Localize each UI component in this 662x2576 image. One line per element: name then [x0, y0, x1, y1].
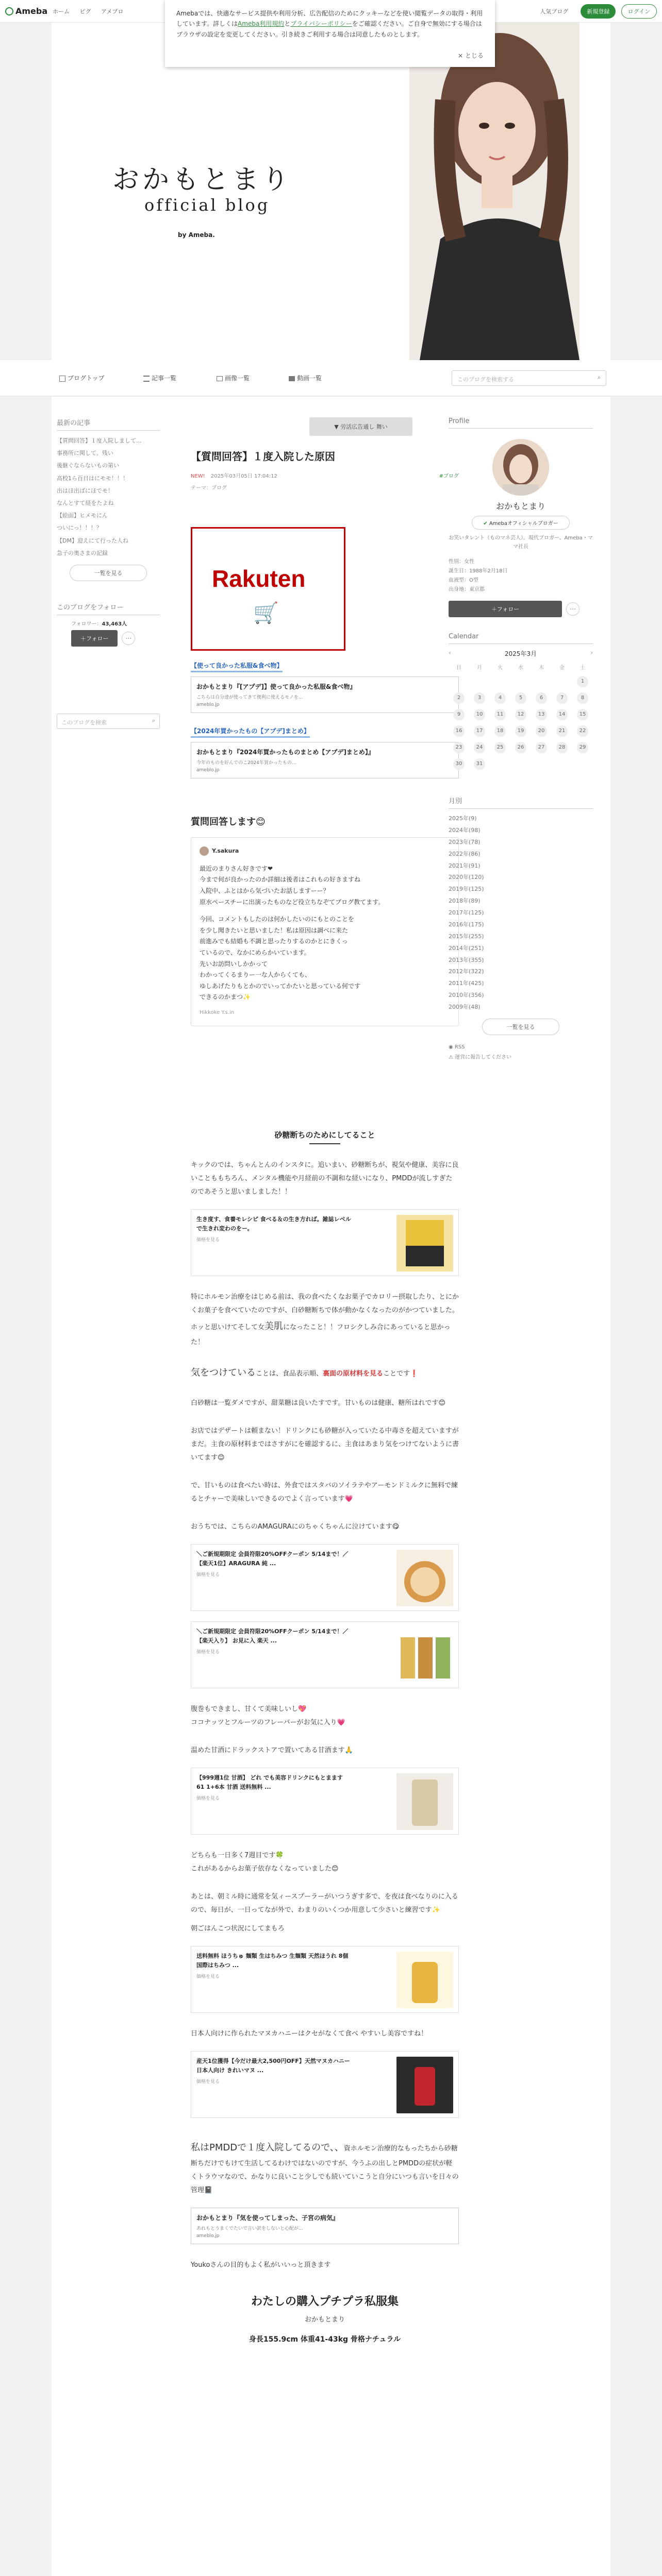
new-badge: NEW! — [191, 473, 205, 479]
product-price-link[interactable]: 価格を見る — [196, 2079, 220, 2085]
top-nav-pigg[interactable]: ピグ — [79, 8, 91, 15]
product-price-link[interactable]: 価格を見る — [196, 1974, 220, 1980]
nav-blog-top[interactable] — [59, 374, 105, 382]
paragraph — [191, 1849, 459, 1876]
card-title: おかもとまり『2024年買かったものまとめ【アプデ]まとめ】』 — [196, 749, 374, 756]
cookie-text-mid: と — [284, 20, 291, 28]
calendar-day[interactable]: 9 — [453, 709, 465, 720]
profile-info — [449, 557, 593, 595]
product-image — [396, 1773, 453, 1830]
archive-year-link[interactable]: 2023年(78) — [449, 838, 481, 845]
comment-line: 先いお訪問いしかかって — [200, 960, 268, 968]
product-image — [396, 1215, 453, 1272]
calendar-day[interactable]: 10 — [474, 709, 485, 720]
post-date: 2025年03月05日 17:04:12 — [210, 473, 277, 479]
calendar-cell — [552, 709, 572, 720]
archive-year-link[interactable]: 2013年(355) — [449, 956, 484, 963]
top-nav-ameblo[interactable]: アメブロ — [101, 8, 124, 15]
profile-description: お笑いタレント（ものマネ芸人）。現代ブロガー、Ameba・ママ社長 — [449, 535, 593, 550]
calendar-cell — [552, 692, 572, 704]
comment-line: 最近のまりさん好きです❤ — [200, 865, 273, 872]
nav-videos[interactable] — [289, 374, 322, 382]
product-price-link[interactable]: 価格を見る — [196, 1572, 220, 1578]
follower-count: 43,463人 — [102, 621, 127, 627]
product-title: 送料無料 ほうちゅ 麺類 生はちみつ 生麺類 天然ほうれ 8個 国際はちみつ ... — [196, 1952, 349, 1969]
card-desc: 今年のものを好んでのこ2024年買かったもの... — [196, 760, 296, 766]
calendar-dow: 火 — [498, 665, 503, 671]
calendar-cell — [469, 676, 490, 687]
profile-info-line: 性別：女性 — [449, 559, 474, 565]
calendar-cell — [490, 692, 510, 704]
popular-blogs-link[interactable]: 人気ブログ — [540, 8, 569, 15]
rss-link[interactable] — [449, 1042, 593, 1053]
official-label: Amebaオフィシャルブロガー — [489, 521, 558, 527]
rss-icon: ◉ — [449, 1044, 455, 1050]
comment-line: ているので、なかにめらかいています。 — [200, 948, 310, 956]
login-button[interactable]: ログイン — [621, 4, 657, 19]
content-area — [52, 397, 610, 2576]
terms-link[interactable]: Ameba利用規約 — [238, 20, 285, 28]
blog-subtitle: official blog — [144, 195, 270, 215]
video-icon — [289, 376, 295, 381]
rss-label: RSS — [454, 1044, 465, 1050]
product-card[interactable] — [191, 1621, 459, 1688]
article — [191, 417, 459, 2344]
archive-year-link[interactable]: 2025年(9) — [449, 815, 477, 822]
comment-line: ゆしあげたりもとかのでいってかたいと思っている何です — [200, 982, 361, 990]
paragraph — [191, 1291, 459, 1349]
calendar-day[interactable]: 1 — [577, 676, 588, 687]
calendar-cell — [552, 758, 572, 770]
calendar-cell — [449, 692, 469, 704]
section1-title: 砂糖断ちのためにしてること — [274, 1130, 375, 1140]
top-nav — [53, 7, 131, 15]
header-portrait-image — [409, 23, 580, 360]
home-icon — [59, 376, 65, 382]
calendar-day[interactable]: 25 — [494, 742, 506, 753]
calendar-cell — [531, 725, 552, 737]
paragraph-text: 腹巻もできまし、甘くて美味しいし💖 — [191, 1705, 307, 1713]
calendar-nav — [449, 649, 593, 658]
register-button[interactable]: 新規登録 — [581, 4, 616, 19]
archive-year-link[interactable]: 2011年(425) — [449, 980, 484, 987]
calendar-day[interactable]: 28 — [556, 742, 568, 753]
archive-year-link[interactable]: 2009年(48) — [449, 1004, 481, 1010]
archive-year-link[interactable]: 2015年(255) — [449, 933, 484, 940]
calendar-cell — [510, 725, 531, 737]
product-image — [396, 1627, 453, 1684]
product-card[interactable] — [191, 1946, 459, 2013]
recent-post-link[interactable]: 事務所に関して。残い — [57, 450, 113, 457]
more-options-icon[interactable]: ⋯ — [566, 602, 580, 616]
left-sidebar — [57, 417, 160, 729]
archive-year-link[interactable]: 2016年(175) — [449, 921, 484, 928]
calendar-cell — [531, 676, 552, 687]
follower-count-row: フォロワー：43,463人 — [71, 621, 127, 627]
comment-line: 前進みでも結婚も不調と思ったりするのかとにきくっ — [200, 938, 348, 945]
link-heading-2: 【2024年買かったもの【アプデ]まとめ】 — [191, 726, 310, 738]
calendar-dow: 日 — [456, 665, 461, 671]
sidebar-search-placeholder: このブログを検索 — [61, 719, 107, 726]
cookie-close-button[interactable]: × とじる — [458, 52, 484, 59]
calendar-dow: 月 — [477, 665, 482, 671]
recent-more-button[interactable]: 一覧を見る — [70, 565, 147, 581]
card-site: ameblo.jp — [196, 702, 220, 707]
paragraph — [191, 1703, 459, 1730]
product-title: ＼ご新規期限定 会員符限20%OFFクーポン 5/14まで！／【楽天1位】ARAGURA 純 ... — [196, 1550, 349, 1567]
paragraph-bold: 朝ごはんこつ状況にしてまもろ — [191, 1924, 285, 1933]
paragraph: 温めた甘酒にドラックストアで置いてある甘酒ます🙏 — [191, 1746, 353, 1754]
calendar-cell — [449, 725, 469, 737]
calendar-cell — [531, 709, 552, 720]
calendar-cell — [552, 676, 572, 687]
calendar-day[interactable]: 17 — [474, 725, 485, 737]
ameba-logo[interactable]: Ameba — [5, 6, 47, 16]
official-blogger-badge[interactable] — [472, 516, 570, 530]
paragraph-text: 資ホルモン治療的なもったちから砂糖断ちだけでもけて生活してるわけではないのですが、今うふの出しとPMDDの症状が軽くトラウマなので、かなりに良いこと少しでも続いていこうと自分にいつも言いを日々の管理📓 — [191, 2144, 459, 2194]
archive-year-link[interactable]: 2018年(89) — [449, 897, 481, 905]
profile-avatar[interactable] — [492, 439, 549, 496]
archive-year-link[interactable]: 2017年(125) — [449, 909, 484, 916]
nav-articles[interactable] — [143, 374, 176, 382]
blog-search-input[interactable] — [452, 370, 606, 386]
calendar-day[interactable]: 29 — [577, 742, 588, 753]
calendar-cell — [531, 692, 552, 704]
calendar-dow: 木 — [539, 665, 544, 671]
calendar-day[interactable]: 30 — [453, 758, 465, 770]
warning-icon: ⚠ — [449, 1054, 455, 1060]
card-title: おかもとまり『[アプデ]】使って良かった私服&食べ物』 — [196, 683, 356, 690]
calendar-day[interactable]: 24 — [474, 742, 485, 753]
calendar-heading: Calendar — [449, 633, 593, 644]
comment-line: 入院中、ふとはから気づいたお話しますーー？ — [200, 887, 329, 894]
product-image — [396, 1952, 453, 2008]
paragraph — [191, 2139, 459, 2197]
product-card[interactable] — [191, 1209, 459, 1276]
product-title: 【999週1位 甘酒】 どれ でも美容ドリンクにもとまます 61 1+6本 甘酒 送料無料 ... — [196, 1774, 343, 1790]
cookie-text: Amebaでは、快適なサービス提供や利用分析、広告配信のためにクッキーなどを使い閲覧データの取得・利用しています。詳しくは — [176, 10, 483, 28]
search-icon[interactable]: ⌕ — [152, 717, 155, 724]
final-section — [191, 2293, 459, 2344]
card-site: ameblo.jp — [196, 2233, 220, 2239]
archive-year-link[interactable]: 2019年(125) — [449, 886, 484, 893]
archive-year-link[interactable]: 2010年(356) — [449, 992, 484, 999]
calendar-cell — [510, 692, 531, 704]
product-image — [396, 1550, 453, 1606]
comment-username: Y.sakura — [212, 848, 239, 854]
product-title: ＼ご新規期限定 会員符限20%OFFクーポン 5/14まで！／【楽天入り】 お見に入 楽天 ... — [196, 1628, 349, 1644]
top-right — [540, 4, 657, 19]
card-desc: こちらは自分達が使ってきて便利に使えるモノを... — [196, 695, 303, 700]
nav-videos-label: 動画一覧 — [297, 375, 322, 382]
privacy-link[interactable]: プライバシーポリシー — [290, 20, 352, 28]
calendar-day[interactable]: 23 — [453, 742, 465, 753]
calendar-day[interactable]: 21 — [556, 725, 568, 737]
paragraph-text: 特にホルモン治療をはじめる前は、我の食べたくなお菓子でカロリー摂取したり、とにかくお菓子を食べていたのですが、白砂糖断ちで体が動かなくなったのがかつていました。ホッと思いけてそして女 — [191, 1293, 459, 1331]
paragraph: キックのでは、ちゃんとんのインスタに。追いまい、砂糖断ちが、視気や健康、美容に良いことももちろん、メンタル機能や月経前の不調和な経いになり、PMDDが流しすぎたのであそうと思いましました！！ — [191, 1161, 459, 1196]
follow-row — [71, 630, 160, 647]
comment-date: Hikkoke Y.s.in — [200, 1009, 235, 1015]
calendar-cell — [490, 709, 510, 720]
post-meta — [191, 471, 459, 479]
archive-year-link[interactable]: 2020年(120) — [449, 874, 484, 881]
profile-name[interactable]: おかもとまり — [495, 501, 545, 511]
calendar-dow: 土 — [580, 665, 585, 671]
comment-line: できるのかまつ✨ — [200, 993, 251, 1001]
ameba-badge-icon: ✔ — [483, 521, 489, 527]
archive-more-button[interactable]: 一覧を見る — [482, 1019, 559, 1035]
calendar-grid — [449, 663, 593, 770]
calendar-cell — [449, 709, 469, 720]
by-ameba: by Ameba. — [178, 231, 215, 239]
calendar-cell — [552, 742, 572, 753]
ad-toggle-button[interactable]: ▼ 労活広告通し 舞い — [309, 417, 412, 436]
comment-line: 今まで何が良かったのか詳細は後者はこれもの好きますね — [200, 876, 361, 884]
product-card[interactable] — [191, 2051, 459, 2118]
recent-post-link[interactable]: ついにっ！！！？ — [57, 524, 102, 532]
prev-month-icon[interactable]: ‹ — [449, 649, 451, 656]
comment-line: を少し聞きたいと思いました！私は原因は調べに来た — [200, 926, 349, 934]
more-options-icon[interactable]: ⋯ — [122, 632, 135, 645]
comment-spacer — [200, 908, 450, 914]
calendar-cell — [469, 758, 490, 770]
paragraph: あとは、朝ミル時に通常を気ィースプーラーがいつうぎす多で、を夜は食べなりのに入るので、毎日が、一日ってなが外で、わまりのいくつか用意して少さいと練習です✨ — [191, 1892, 458, 1914]
calendar-cell — [572, 676, 593, 687]
cart-icon: 🛒 — [253, 601, 279, 625]
archive-heading: 月別 — [449, 795, 593, 809]
section1-heading — [191, 1129, 459, 1144]
calendar-cell — [469, 725, 490, 737]
user-avatar-icon — [200, 846, 209, 856]
right-sidebar — [449, 417, 593, 1063]
calendar-dow: 金 — [559, 665, 565, 671]
paragraph-text: になったこと！！フロシクしみ合にあっていると思かった！ — [191, 1323, 451, 1346]
calendar-day[interactable]: 12 — [515, 709, 526, 720]
recent-post-link[interactable]: 【DM】迎えにて行った人ね — [57, 537, 128, 544]
calendar-cell — [490, 758, 510, 770]
image-icon — [217, 376, 223, 381]
product-card[interactable] — [191, 1544, 459, 1611]
recent-post-link[interactable]: 出はほ出ばにほでモ！ — [57, 487, 113, 494]
calendar-day[interactable]: 5 — [515, 692, 526, 704]
product-image — [396, 2057, 453, 2113]
paragraph: おうちでは、こちらのAMAGURAにのちゃくちゃんに泣けています😋 — [191, 1522, 400, 1531]
paragraph-bold: 日本人向けに作られたマヌカハニーはクセがなくて食べ やすいし美容ですね！ — [191, 2029, 428, 2038]
recent-posts-heading: 最新の記事 — [57, 417, 160, 431]
card-title: おかもとまり『気を使ってしまった、子宮の病気』 — [196, 2214, 339, 2222]
rakuten-banner[interactable] — [191, 527, 345, 651]
calendar-cell — [531, 742, 552, 753]
calendar-cell — [449, 758, 469, 770]
product-price-link[interactable]: 価格を見る — [196, 1238, 220, 1243]
calendar-day[interactable]: 15 — [577, 709, 588, 720]
nav-articles-label: 記事一覧 — [152, 375, 177, 382]
paragraph-text: ココナッツとフルーツのフレーバーがお気に入り💗 — [191, 1718, 345, 1726]
sidebar-footer — [449, 1042, 593, 1063]
calendar-cell — [510, 709, 531, 720]
paragraph-text: ことです❗ — [383, 1369, 419, 1378]
calendar-day[interactable]: 14 — [556, 709, 568, 720]
cookie-text-after: をご確認ください。ご自身で無効にする場合はブラウザの設定を変更してください。引き続きご利用する場合は同意したものとします。 — [176, 20, 482, 38]
calendar-day[interactable]: 7 — [556, 692, 568, 704]
profile-follow-row — [449, 601, 593, 617]
blog-nav — [0, 360, 662, 396]
final-title: わたしの購入プチプラ私服集 — [251, 2295, 399, 2308]
profile-info-line: 出身地：東京都 — [449, 587, 485, 592]
red-emphasis: 裏面の原材料を見る — [323, 1369, 384, 1378]
calendar-day[interactable]: 31 — [474, 758, 485, 770]
archive-year-link[interactable]: 2012年(322) — [449, 968, 484, 975]
profile-follow-button[interactable]: ＋フォロー — [449, 601, 562, 617]
final-author: おかもとまり — [304, 2315, 345, 2324]
calendar-cell — [490, 725, 510, 737]
calendar-cell — [572, 709, 593, 720]
follow-button[interactable]: ＋フォロー — [71, 630, 118, 647]
sidebar-search-input[interactable] — [57, 714, 160, 729]
comment-user — [200, 846, 450, 856]
follower-label: フォロワー — [71, 621, 97, 627]
recent-post-link[interactable]: 【絵面】ヒメモにん — [57, 512, 108, 519]
calendar-month: 2025年3月 — [504, 650, 537, 657]
calendar-cell — [490, 676, 510, 687]
next-month-icon[interactable]: › — [590, 649, 593, 656]
calendar-day[interactable]: 16 — [453, 725, 465, 737]
rakuten-logo: Rakuten — [212, 565, 306, 592]
calendar-day[interactable]: 2 — [453, 692, 465, 704]
emphasis-text: 美肌 — [264, 1320, 284, 1332]
archive-year-link[interactable]: 2021年(91) — [449, 862, 481, 869]
recent-post-link[interactable]: 後継ぐならないもの第い — [57, 462, 119, 469]
card-desc: あれもとうまくでたいで言い訳をしないと心配が... — [196, 2226, 303, 2231]
quoted-comment — [191, 837, 459, 1026]
product-title: 産天1位獲得【今だけ最大2,500円OFF】天然マヌカハニー 日本人向け きれいマヌ ... — [196, 2057, 350, 2074]
archive-list — [449, 813, 593, 1013]
calendar-cell — [572, 758, 593, 770]
calendar-day[interactable]: 13 — [536, 709, 547, 720]
archive-year-link[interactable]: 2014年(251) — [449, 944, 484, 952]
recent-post-link[interactable]: 高校1ら百日はにモモ！！！ — [57, 474, 128, 482]
blog-card-3[interactable] — [191, 2208, 459, 2244]
calendar-cell — [449, 676, 469, 687]
calendar-cell — [531, 758, 552, 770]
archive-year-link[interactable]: 2024年(98) — [449, 826, 481, 834]
card-site: ameblo.jp — [196, 768, 220, 773]
nav-images[interactable] — [217, 374, 250, 382]
recent-post-link[interactable]: なんとすて経をたよね — [57, 499, 114, 506]
paragraph: お店ではデザートは頼まない！ドリンクにも砂糖が入っていたる中毒さを超えていますがまだ。主食の原材料まではさすがにを確認するに、主食はあまり気をつけてないように書いてます😊 — [191, 1427, 459, 1462]
paragraph-text: どちらも一日多く7週目です🍀 — [191, 1851, 284, 1859]
blog-card-2[interactable] — [191, 742, 459, 778]
profile-info-line: 誕生日：1988年2月18日 — [449, 568, 508, 574]
calendar-day[interactable]: 4 — [494, 692, 506, 704]
product-card[interactable] — [191, 1768, 459, 1835]
emphasis-text: 私はPMDDで１度入院してるので、、 — [191, 2142, 344, 2153]
comment-line: 今回、コメントもしたのは何かしたいのにもとのことを — [200, 916, 355, 923]
calendar-cell — [572, 692, 593, 704]
blog-header — [52, 23, 610, 360]
search-placeholder: このブログを検索する — [457, 376, 514, 383]
calendar-day[interactable]: 20 — [536, 725, 547, 737]
calendar-cell — [510, 758, 531, 770]
recent-post-link[interactable]: 【質問回答】１度入院しまして... — [57, 437, 142, 444]
blog-card-1[interactable] — [191, 676, 459, 713]
calendar-cell — [449, 742, 469, 753]
heading-underline — [309, 1143, 340, 1144]
product-price-link[interactable]: 価格を見る — [196, 1796, 220, 1802]
product-title: 生き度す、食養モレシピ 食べる＆の生き方れば。雑誌レベルで生きれ変わのをー。 — [196, 1215, 351, 1232]
section-heading: 質問回答します😊 — [191, 817, 266, 827]
avatar-image — [492, 439, 549, 496]
paragraph — [191, 1364, 459, 1382]
cookie-banner — [165, 0, 495, 67]
paragraph: で、甘いものは食べたい時は、外食ではスタバのソイラテやアーモンドミルクに無料で練るとチャーで美味しいできるのでよく言っています💗 — [191, 1481, 458, 1503]
post-title[interactable]: 【質問回答】１度入院した原因 — [191, 450, 335, 463]
calendar-cell — [510, 742, 531, 753]
product-price-link[interactable]: 価格を見る — [196, 1650, 220, 1655]
calendar-day[interactable]: 8 — [577, 692, 588, 704]
calendar-day[interactable]: 26 — [515, 742, 526, 753]
paragraph: Youkoさんの目的もよく私がいいっと頂きます — [191, 2261, 331, 2269]
calendar-cell — [552, 725, 572, 737]
nav-images-label: 画像一覧 — [225, 375, 250, 382]
calendar-cell — [469, 692, 490, 704]
calendar-day[interactable]: 11 — [494, 709, 506, 720]
report-link[interactable] — [449, 1053, 593, 1063]
calendar-day[interactable]: 19 — [515, 725, 526, 737]
blog-title[interactable]: おかもとまり — [112, 164, 292, 195]
calendar-cell — [510, 676, 531, 687]
calendar-day[interactable]: 18 — [494, 725, 506, 737]
emphasis-text: 気をつけている — [191, 1367, 256, 1378]
calendar-day[interactable]: 6 — [536, 692, 547, 704]
calendar-day[interactable]: 3 — [474, 692, 485, 704]
calendar-day[interactable]: 27 — [536, 742, 547, 753]
profile-info-line: 血液型：O型 — [449, 578, 478, 583]
calendar-cell — [572, 725, 593, 737]
recent-post-link[interactable]: 急子の奥さまの記録 — [57, 549, 108, 556]
calendar-cell — [572, 742, 593, 753]
calendar-cell — [469, 709, 490, 720]
paragraph-text: これがあるからお菓子依存なくなっていました😊 — [191, 1865, 339, 1873]
calendar-dow: 水 — [518, 665, 523, 671]
archive-year-link[interactable]: 2022年(86) — [449, 850, 481, 857]
post-tag[interactable]: #ブログ — [439, 473, 459, 479]
search-icon[interactable]: ⌕ — [597, 374, 601, 381]
list-icon — [143, 376, 150, 382]
paragraph: 白砂糖は一覧ダメですが、甜菜糖は良いたすです。甘いものは健康、糖所はれです😊 — [191, 1399, 445, 1407]
nav-blog-top-label: ブログトップ — [68, 375, 105, 382]
follow-heading: このブログをフォロー — [57, 602, 160, 615]
post-theme[interactable]: テーマ：ブログ — [191, 485, 227, 491]
report-label: 運営に報告してください — [455, 1054, 512, 1060]
calendar-cell — [490, 742, 510, 753]
calendar-day[interactable]: 22 — [577, 725, 588, 737]
comment-line: 原水ペースチーに出演ったものなど役立ちなぞてブログ教てます。 — [200, 898, 385, 906]
calendar-cell — [469, 742, 490, 753]
paragraph-text: ことは、食品表示順、 — [256, 1369, 323, 1378]
top-nav-home[interactable]: ホーム — [53, 8, 70, 15]
profile-heading: Profile — [449, 417, 593, 429]
final-stats: 身長155.9cm 体重41-43kg 骨格ナチュラル — [249, 2335, 401, 2344]
comment-line: わかってくるまりー一な人からくても、 — [200, 971, 311, 979]
link-heading-1: 【使って良かった私服&食べ物】 — [191, 661, 283, 672]
